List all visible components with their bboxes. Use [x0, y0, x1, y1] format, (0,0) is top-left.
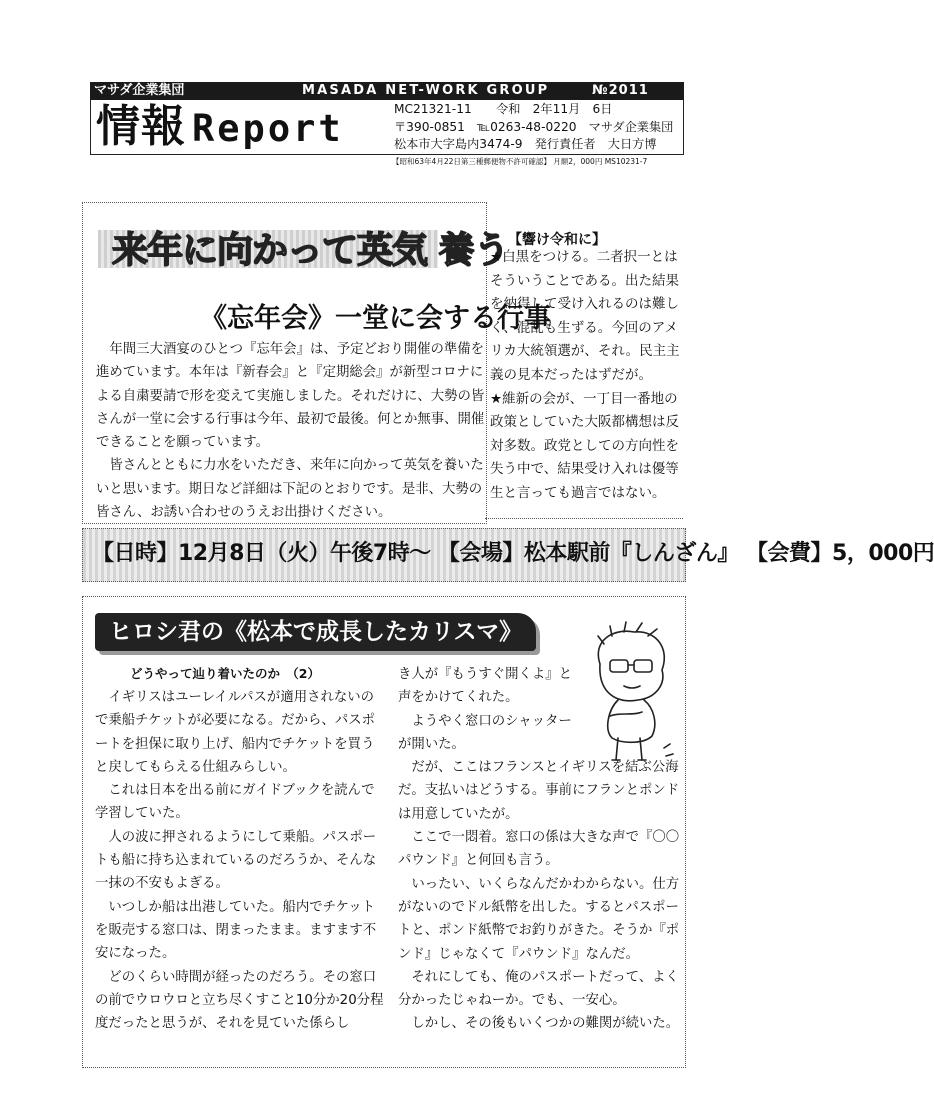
paragraph: 皆さんとともに力水をいただき、来年に向かって英気を養いたいと思います。期日など詳細は下記のとおりです。是非、大勢の皆さん、お誘い合わせのうえお出掛けください。: [96, 458, 484, 521]
article1-frame-lower: [485, 514, 683, 519]
column-paragraph: ★維新の会が、一丁目一番地の政策としていた大阪都構想は反対多数。政党としての方向性を失う中で、結果受け入れは優等生と言っても過言ではない。: [490, 390, 679, 501]
network-name: MASADA NET-WORK GROUP: [302, 83, 550, 98]
paragraph: これは日本を出る前にガイドブックを読んで学習していた。: [95, 783, 375, 822]
paragraph: だが、ここはフランスとイギリスを結ぶ公海だ。支払いはどうする。事前にフランとポンドは用意していたが。: [398, 760, 680, 822]
paragraph: イギリスはユーレイルパスが適用されないので乗船チケットが必要になる。だから、パスポートを担保に取り上げ、船内でチケットを買うと戻してもらえる仕組みらしい。: [95, 690, 375, 775]
column-title: 【響け令和に】: [508, 232, 606, 248]
masthead-bar: [90, 82, 684, 100]
paragraph: ようやく窓口のシャッターが開いた。: [398, 713, 572, 752]
title-latin: Report: [192, 107, 344, 150]
postal-note: 【昭和63年4月22日第三種郵便物不許可確認】 月額2，000円 MS10231-7: [392, 157, 648, 166]
paragraph: ここで一悶着。窓口の係は大きな声で『〇〇パウンド』と何回も言う。: [398, 830, 680, 869]
article2-left-column: [95, 686, 385, 1035]
paragraph: 人の波に押されるようにして乗船。パスポートも船に持ち込まれているのだろうか、そんな一抹の不安もよぎる。: [95, 829, 377, 892]
paragraph: どのくらい時間が経ったのだろう。その窓口の前でウロウロと立ち尽くすこと10分か20分程度だったと思うが、それを見ていた係らし: [95, 969, 384, 1032]
paragraph: いったい、いくらなんだかわからない。仕方がないのでドル紙幣を出した。するとパスポートと、ポンド紙幣でお釣りがきた。そうか『ポンド』じゃなくて『パウンド』なんだ。: [398, 876, 680, 962]
article1-subhead: 《忘年会》一堂に会する行事: [200, 303, 551, 334]
article2-headline: ヒロシ君の《松本で成長したカリスマ》: [95, 613, 536, 651]
column-body: [490, 246, 688, 506]
article1-body: [96, 338, 486, 524]
code-date-line: MC21321-11 令和 2年11月 6日: [394, 102, 613, 116]
paragraph: いつしか船は出港していた。船内でチケットを販売する窓口は、閉まったまま。ますます不安になった。: [95, 899, 377, 962]
column-paragraph: ★白黒をつける。二者択一とはそういうことである。出た結果を納得して受け入れるのは難しく、混乱も生ずる。今回のアメリカ大統領選が、それ。民主主義の見本だったはずだが。: [490, 249, 680, 383]
masthead-info: [394, 101, 673, 154]
group-name: マサダ企業集団: [94, 83, 185, 98]
postal-line: 〒390-0851 ℡0263-48-0220 マサダ企業集団: [394, 119, 674, 134]
masthead-title: [96, 101, 344, 155]
paragraph: しかし、その後もいくつかの難関が続いた。: [398, 1016, 680, 1032]
issue-number: №2011: [592, 83, 649, 98]
title-kanji: 情報: [96, 101, 186, 152]
paragraph: き人が『もうすぐ開くよ』と声をかけてくれた。: [398, 667, 573, 706]
event-banner-text: 【日時】12月8日（火）午後7時～ 【会場】松本駅前『しんざん』 【会費】5，000円: [92, 541, 934, 566]
article1-headline: 来年に向かって英気 養う: [112, 230, 509, 271]
address-line: 松本市大字島内3474-9 発行責任者 大日方博: [394, 137, 657, 151]
paragraph: 年間三大酒宴のひとつ『忘年会』は、予定どおり開催の準備を進めています。本年は『新春会』と『定期総会』が新型コロナによる自粛要請で形を変えて実施しました。それだけに、大勢の皆さんが一堂に会する行事は今年、最初で最後。何とか無事、開催できることを願っています。: [96, 342, 485, 451]
section-title: どうやって辿り着いたのか （2）: [130, 666, 320, 681]
cartoon-character: [578, 620, 678, 770]
paragraph: それにしても、俺のパスポートだって、よく分かったじゃねーか。でも、一安心。: [398, 969, 679, 1009]
